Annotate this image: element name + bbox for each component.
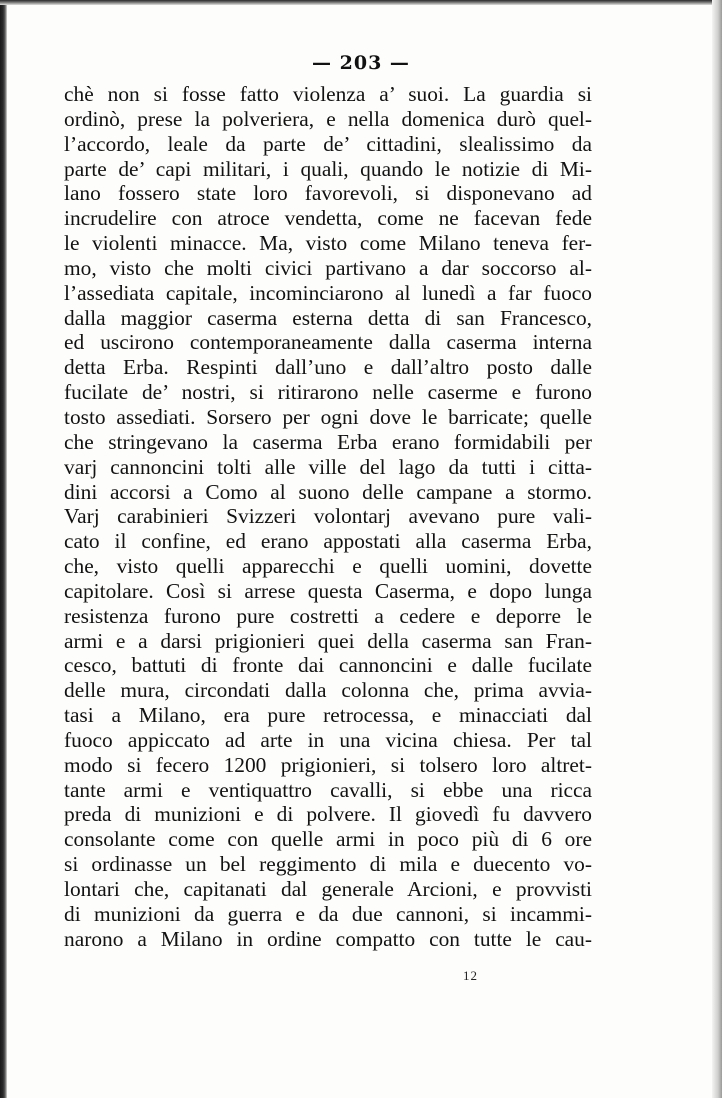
text-line: lano fossero state loro favorevoli, si disponevano ad bbox=[64, 181, 592, 206]
text-line: che stringevano la caserma Erba erano formidabili per bbox=[64, 429, 592, 454]
page-top-edge bbox=[0, 0, 722, 5]
text-line: varj cannoncini tolti alle ville del lago da tutti i citta- bbox=[64, 454, 592, 479]
text-line: cesco, battuti di fronte dai cannoncini e dalle fucilate bbox=[64, 653, 592, 678]
text-line: tosto assediati. Sorsero per ogni dove le barricate; quelle bbox=[64, 404, 592, 429]
text-line: lontari che, capitanati dal generale Arcioni, e provvisti bbox=[64, 877, 592, 901]
text-line: l’accordo, leale da parte de’ cittadini, slealissimo da bbox=[64, 131, 592, 156]
text-line: detta Erba. Respinti dall’uno e dall’altro posto dalle bbox=[64, 355, 592, 380]
page-number: — 203 — bbox=[312, 52, 410, 74]
text-line: si ordinasse un bel reggimento di mila e duecento vo- bbox=[64, 852, 592, 877]
text-line: di munizioni da guerra e da due cannoni, si incammi- bbox=[64, 901, 592, 926]
text-line: preda di munizioni e di polvere. Il giovedì fu davvero bbox=[64, 802, 592, 827]
text-line: dalla maggior caserma esterna detta di san Francesco, bbox=[64, 305, 592, 330]
text-line: narono a Milano in ordine compatto con tutte le cau- bbox=[64, 926, 592, 951]
page-right-edge bbox=[712, 0, 722, 1098]
text-line: capitolare. Così si arrese questa Caserma, e dopo lunga bbox=[64, 578, 592, 603]
text-line: ed uscirono contemporaneamente dalla caserma interna bbox=[64, 330, 592, 355]
text-line: fuoco appiccato ad arte in una vicina chiesa. Per tal bbox=[64, 727, 592, 752]
text-line: armi e a darsi prigionieri quei della caserma san Fran- bbox=[64, 628, 592, 653]
text-line: mo, visto che molti civici partivano a dar soccorso al- bbox=[64, 255, 592, 280]
text-line: tante armi e ventiquattro cavalli, si ebbe una ricca bbox=[64, 777, 592, 802]
text-line: Varj carabinieri Svizzeri volontarj avevano pure vali- bbox=[64, 504, 592, 529]
page-binding-edge bbox=[0, 0, 7, 1098]
text-line: modo si fecero 1200 prigionieri, si tolsero loro altret- bbox=[64, 752, 592, 777]
text-line: chè non si fosse fatto violenza a’ suoi. La guardia si bbox=[64, 82, 592, 106]
text-line: cato il confine, ed erano appostati alla caserma Erba, bbox=[64, 529, 592, 554]
text-line: resistenza furono pure costretti a cedere e deporre le bbox=[64, 603, 592, 628]
text-line: le violenti minacce. Ma, visto come Milano teneva fer- bbox=[64, 231, 592, 256]
text-line: che, visto quelli apparecchi e quelli uomini, dovette bbox=[64, 554, 592, 579]
text-line: fucilate de’ nostri, si ritirarono nelle caserme e furono bbox=[64, 380, 592, 405]
text-line: parte de’ capi militari, i quali, quando le notizie di Mi- bbox=[64, 156, 592, 181]
text-line: ordinò, prese la polveriera, e nella domenica durò quel- bbox=[64, 106, 592, 131]
text-line: dini accorsi a Como al suono delle campane a stormo. bbox=[64, 479, 592, 504]
text-line: l’assediata capitale, incominciarono al lunedì a far fuoco bbox=[64, 280, 592, 305]
body-text bbox=[64, 82, 592, 952]
text-line: incrudelire con atroce vendetta, come ne facevan fede bbox=[64, 206, 592, 231]
printer-signature-mark: 12 bbox=[463, 968, 478, 983]
text-line: delle mura, circondati dalla colonna che, prima avvia- bbox=[64, 678, 592, 703]
text-line: tasi a Milano, era pure retrocessa, e minacciati dal bbox=[64, 703, 592, 728]
text-line: consolante come con quelle armi in poco più di 6 ore bbox=[64, 827, 592, 852]
